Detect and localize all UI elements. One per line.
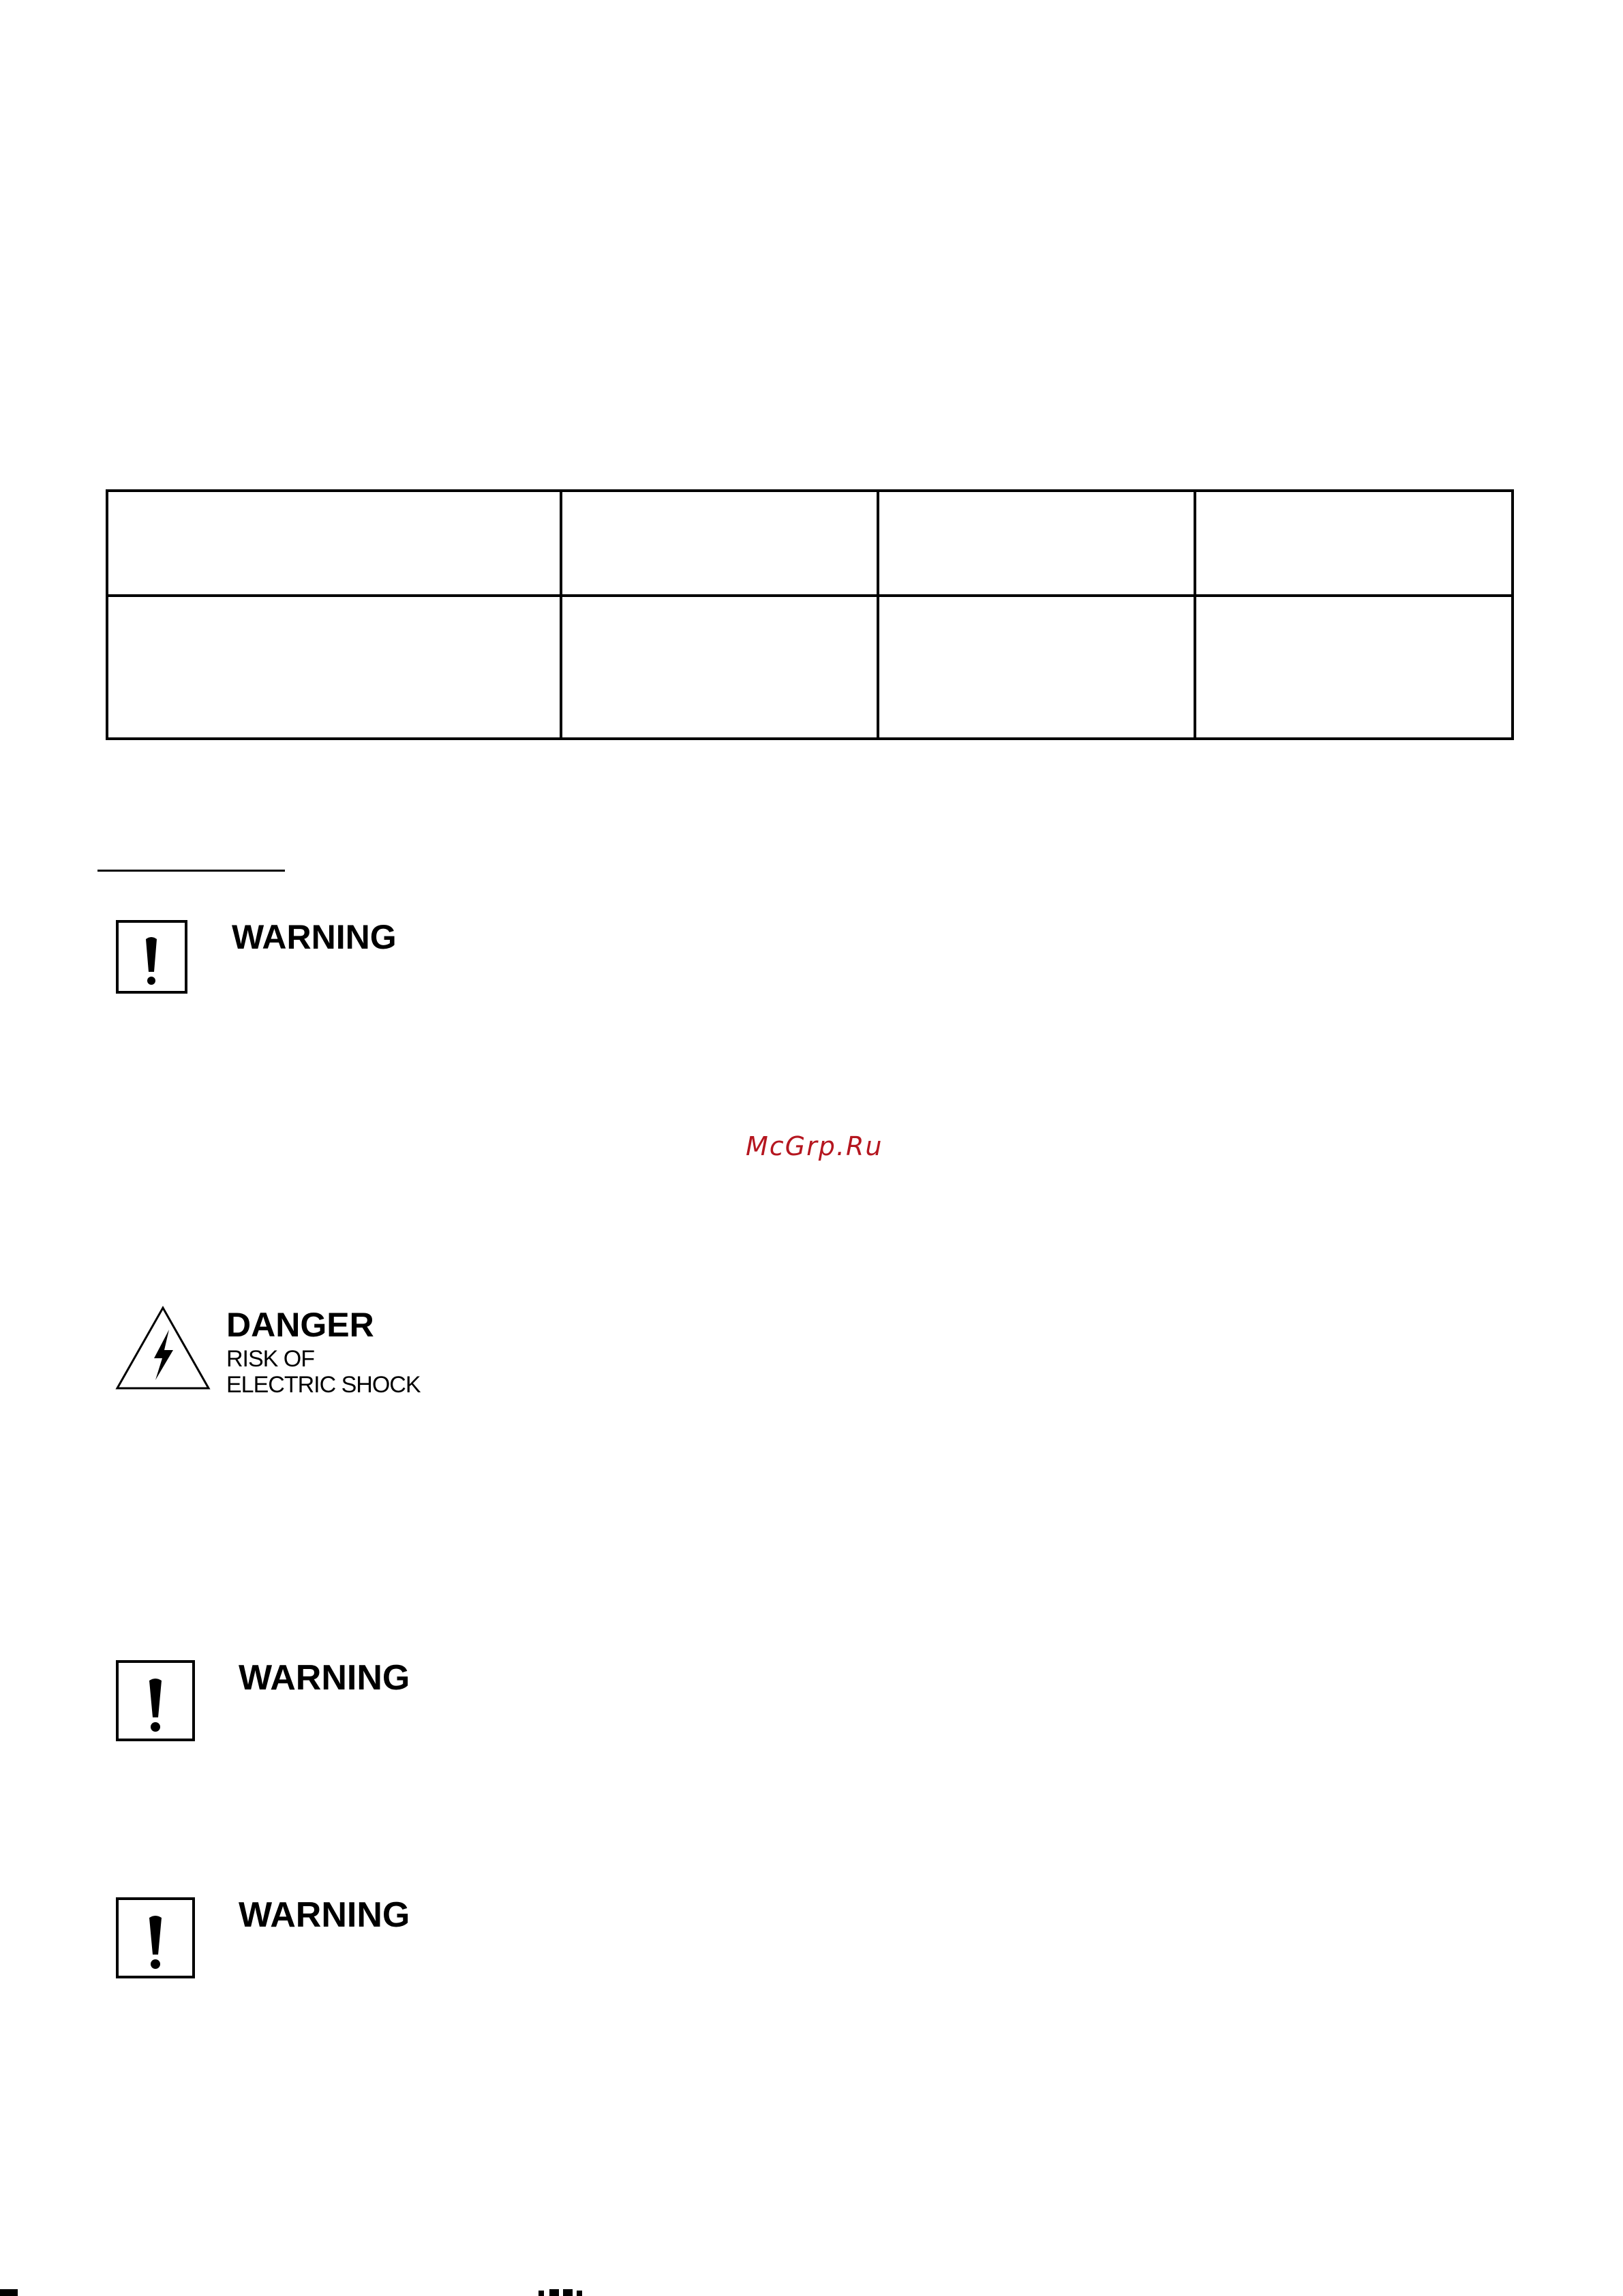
table-cell bbox=[107, 596, 561, 739]
warning-title: WARNING bbox=[239, 1658, 410, 1698]
exclamation-icon bbox=[116, 1660, 196, 1742]
warning-sign-2 bbox=[116, 1660, 429, 1742]
table-cell bbox=[878, 596, 1195, 739]
table-cell bbox=[878, 491, 1195, 596]
table-cell bbox=[1195, 491, 1513, 596]
electric-shock-icon bbox=[115, 1305, 211, 1391]
warning-sign-1 bbox=[116, 920, 416, 995]
table-row bbox=[107, 491, 1513, 596]
warning-title: WARNING bbox=[239, 1895, 410, 1935]
spec-table bbox=[106, 489, 1514, 740]
warning-title: WARNING bbox=[232, 918, 397, 956]
table-row bbox=[107, 596, 1513, 739]
bottom-edge-marks bbox=[0, 2286, 1623, 2296]
table-cell bbox=[561, 491, 878, 596]
table-cell bbox=[1195, 596, 1513, 739]
watermark-text: McGrp.Ru bbox=[746, 1131, 883, 1161]
section-underline bbox=[97, 870, 285, 872]
table-cell bbox=[561, 596, 878, 739]
danger-title: DANGER bbox=[226, 1306, 374, 1344]
table-cell bbox=[107, 491, 561, 596]
danger-subtitle-line-2: ELECTRIC SHOCK bbox=[226, 1372, 421, 1398]
danger-sign bbox=[115, 1305, 455, 1398]
exclamation-icon bbox=[116, 1897, 196, 1979]
warning-sign-3 bbox=[116, 1897, 429, 1979]
danger-subtitle-line-1: RISK OF bbox=[226, 1346, 315, 1372]
exclamation-icon bbox=[116, 920, 188, 995]
